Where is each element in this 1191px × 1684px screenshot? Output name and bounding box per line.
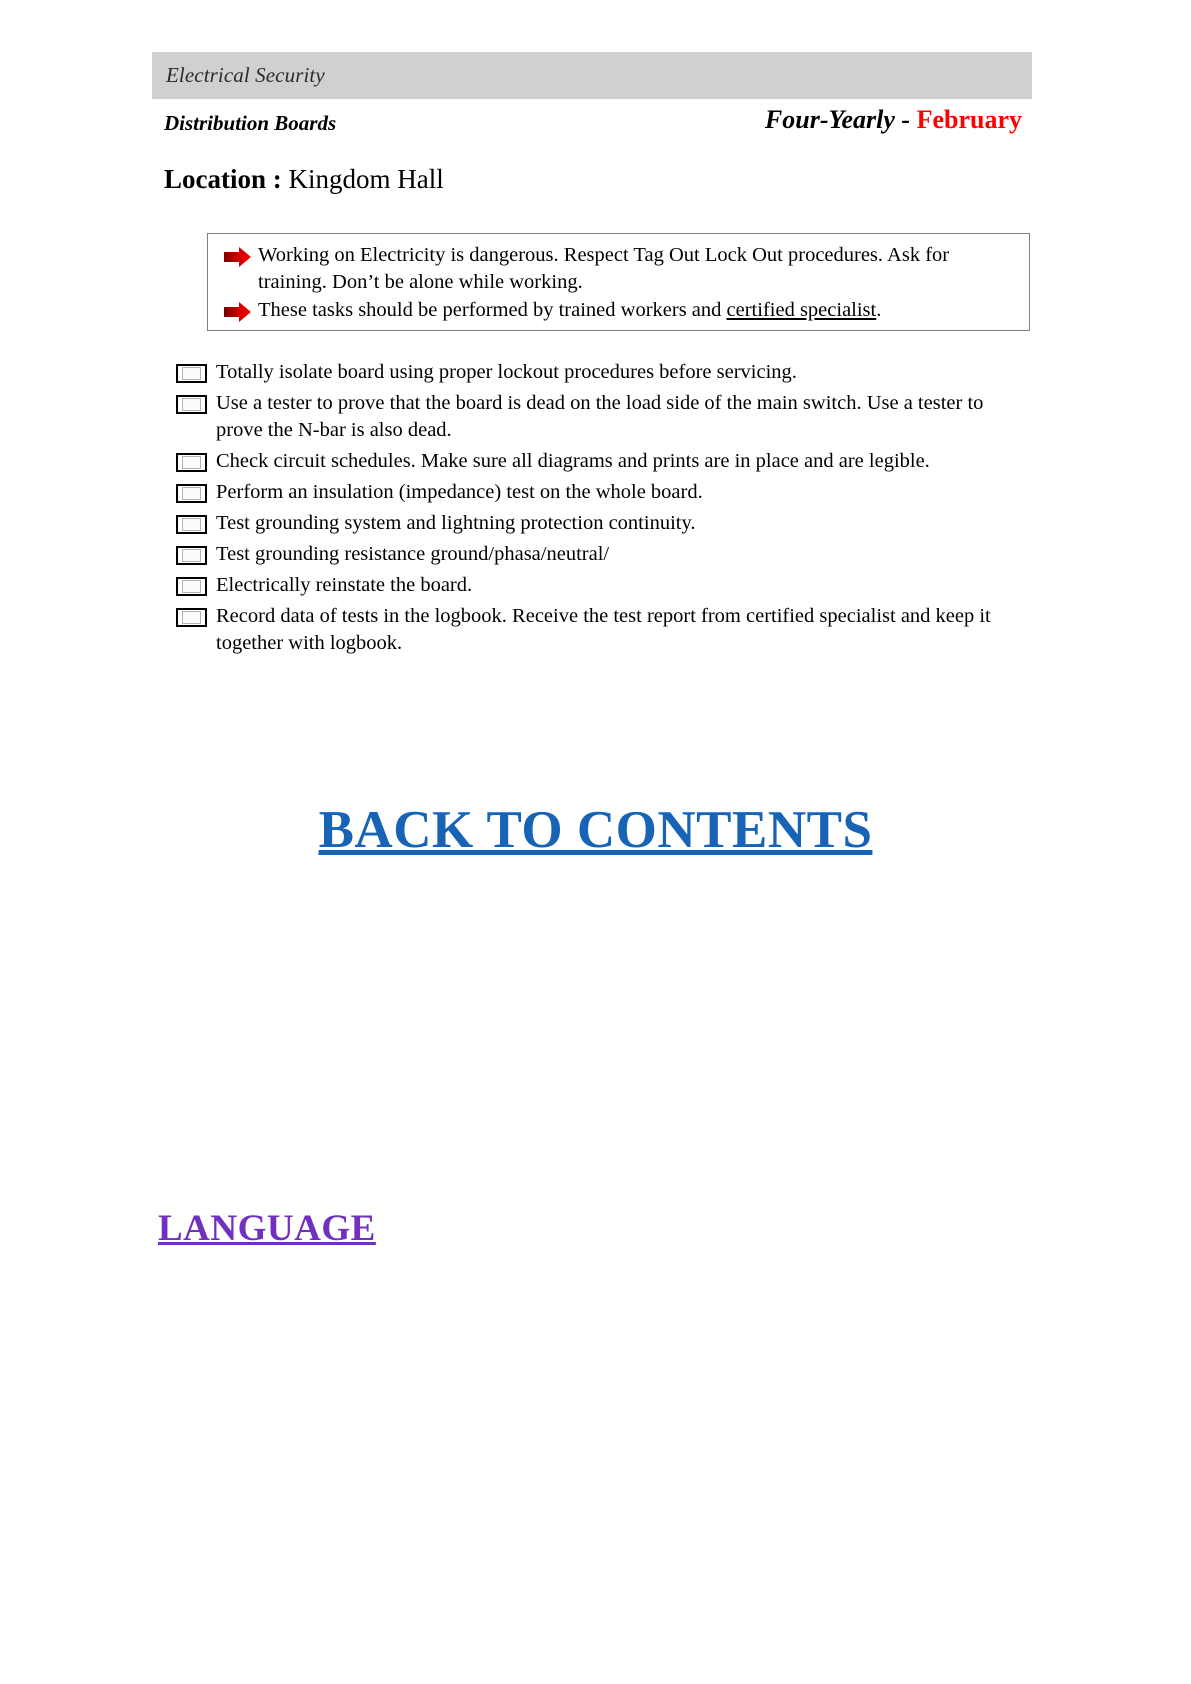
list-item[interactable] — [176, 358, 1026, 386]
list-item[interactable] — [176, 509, 1026, 537]
month-label: February — [916, 105, 1022, 134]
warning-text-1: Working on Electricity is dangerous. Respect Tag Out Lock Out procedures. Ask for training. Don’t be alone while working. — [258, 244, 950, 293]
list-item-label: Totally isolate board using proper lockout procedures before servicing. — [216, 361, 797, 383]
list-item[interactable] — [176, 571, 1026, 599]
red-right-arrow-icon — [222, 301, 252, 323]
empty-checkbox-icon[interactable] — [176, 364, 207, 383]
warning-text-2 — [258, 297, 1015, 324]
list-item[interactable] — [176, 602, 1026, 657]
location-value: Kingdom Hall — [281, 164, 444, 194]
list-item-label: Electrically reinstate the board. — [216, 574, 473, 597]
warning-line — [222, 297, 1015, 324]
empty-checkbox-icon[interactable] — [176, 515, 207, 534]
list-item[interactable] — [176, 540, 1026, 568]
list-item-label: Record data of tests in the logbook. Receive the test report from certified specialist and keep it together with logbook. — [216, 605, 991, 655]
section-title: Distribution Boards — [164, 111, 337, 135]
location-row — [164, 164, 444, 195]
list-item[interactable] — [176, 447, 1026, 475]
location-label: Location : — [164, 164, 282, 194]
language-link[interactable]: LANGUAGE — [158, 1208, 376, 1249]
list-item-label: Check circuit schedules. Make sure all diagrams and prints are in place and are legible. — [216, 450, 930, 473]
red-right-arrow-icon — [222, 246, 252, 268]
empty-checkbox-icon[interactable] — [176, 546, 207, 565]
empty-checkbox-icon[interactable] — [176, 395, 207, 414]
header-band-title: Electrical Security — [166, 63, 325, 87]
warning-text-2-after: . — [876, 299, 882, 322]
empty-checkbox-icon[interactable] — [176, 484, 207, 503]
list-item-label: Perform an insulation (impedance) test on the whole board. — [216, 481, 703, 504]
subheader-row — [164, 105, 1022, 143]
warning-text-2-before: These tasks should be performed by trained workers and — [258, 299, 727, 322]
task-checklist — [176, 358, 1026, 660]
list-item-label: Test grounding system and lightning protection continuity. — [216, 512, 696, 535]
empty-checkbox-icon[interactable] — [176, 453, 207, 472]
header-band — [152, 52, 1032, 99]
frequency-label: Four-Yearly - — [764, 105, 917, 134]
list-item[interactable] — [176, 389, 1026, 444]
safety-warning-box — [207, 233, 1030, 331]
warning-text-2-underlined: certified specialist — [726, 299, 877, 322]
list-item[interactable] — [176, 478, 1026, 506]
warning-line — [222, 242, 1015, 295]
frequency-month — [765, 105, 1022, 135]
back-to-contents-link[interactable]: BACK TO CONTENTS — [318, 801, 873, 859]
empty-checkbox-icon[interactable] — [176, 608, 207, 627]
list-item-label: Test grounding resistance ground/phasa/neutral/ — [216, 543, 610, 566]
list-item-label: Use a tester to prove that the board is dead on the load side of the main switch. Use a tester to prove the N-bar is also dead. — [216, 392, 984, 442]
empty-checkbox-icon[interactable] — [176, 577, 207, 596]
